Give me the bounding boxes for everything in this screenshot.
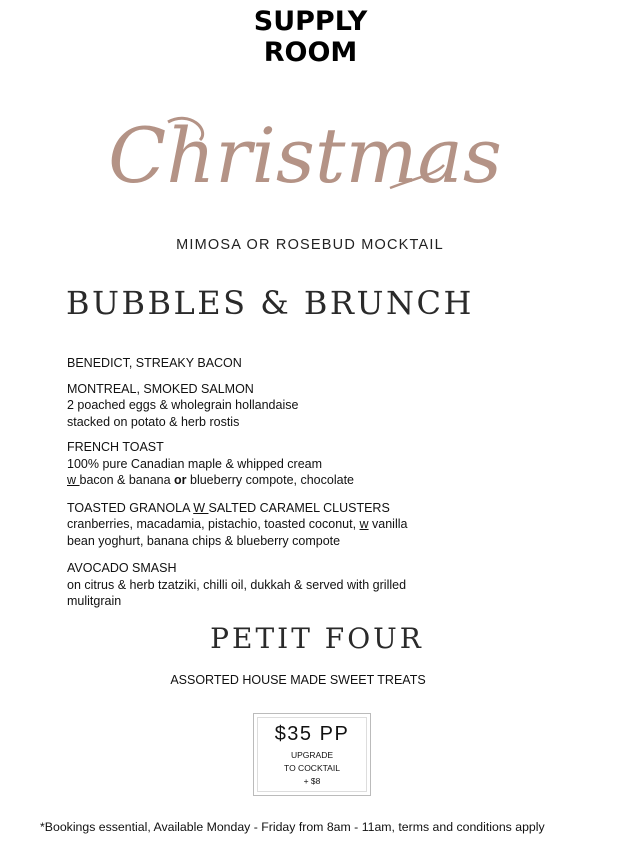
item-title: FRENCH TOAST: [67, 440, 164, 454]
desc-part: bacon & banana: [79, 473, 175, 487]
item-title: MONTREAL, SMOKED SALMON: [67, 381, 254, 396]
or-word: or: [174, 473, 187, 487]
title-part: TOASTED GRANOLA: [67, 500, 194, 515]
price-amount: $35 PP: [274, 723, 350, 745]
desc-part: cranberries, macadamia, pistachio, toasted coconut,: [67, 517, 360, 531]
item-title: AVOCADO SMASH: [67, 561, 177, 575]
item-desc: mulitgrain: [67, 594, 122, 608]
item-title: [67, 500, 467, 517]
price-box: [253, 713, 371, 796]
christmas-script-graphic: [108, 70, 502, 220]
title-part: SALTED CARAMEL CLUSTERS: [208, 500, 390, 515]
menu-items: [67, 355, 467, 619]
desc-part: vanilla: [368, 517, 408, 531]
upgrade-line-1: UPGRADE: [290, 750, 334, 760]
christmas-script-title: [108, 70, 502, 220]
menu-item: [67, 500, 467, 550]
with-abbrev: w: [67, 473, 80, 487]
desc-part: blueberry compote, chocolate: [186, 473, 354, 487]
item-desc: on citrus & herb tzatziki, chilli oil, dukkah & served with grilled: [67, 577, 407, 592]
item-desc: [67, 516, 467, 533]
logo-line-2: ROOM: [263, 37, 358, 68]
item-desc: stacked on potato & herb rostis: [67, 414, 240, 429]
subtitle: MIMOSA OR ROSEBUD MOCKTAIL: [176, 237, 444, 253]
with-abbrev: W: [193, 500, 209, 515]
supply-room-logo: [248, 6, 373, 68]
item-desc: 2 poached eggs & wholegrain hollandaise: [67, 398, 299, 412]
menu-item: [67, 439, 467, 489]
item-desc: 100% pure Canadian maple & whipped cream: [67, 456, 323, 471]
heading-bubbles-brunch: BUBBLES & BRUNCH: [66, 284, 474, 322]
footer-note: *Bookings essential, Available Monday - Friday from 8am - 11am, terms and conditions apply: [40, 820, 545, 834]
upgrade-line-3: + $8: [303, 776, 321, 786]
menu-item: [67, 355, 467, 372]
item-title: BENEDICT, STREAKY BACON: [67, 356, 242, 370]
sweet-treats-line: ASSORTED HOUSE MADE SWEET TREATS: [170, 673, 426, 687]
heading-petit-four: PETIT FOUR: [210, 622, 424, 655]
christmas-script-text: Christmas: [108, 111, 502, 200]
logo-line-1: SUPPLY: [253, 6, 368, 37]
menu-item: [67, 381, 467, 431]
upgrade-line-2: TO COCKTAIL: [284, 763, 340, 773]
menu-item: [67, 560, 467, 610]
item-desc: [67, 472, 467, 489]
with-abbrev: w: [359, 517, 369, 531]
item-desc: bean yoghurt, banana chips & blueberry compote: [67, 533, 341, 548]
